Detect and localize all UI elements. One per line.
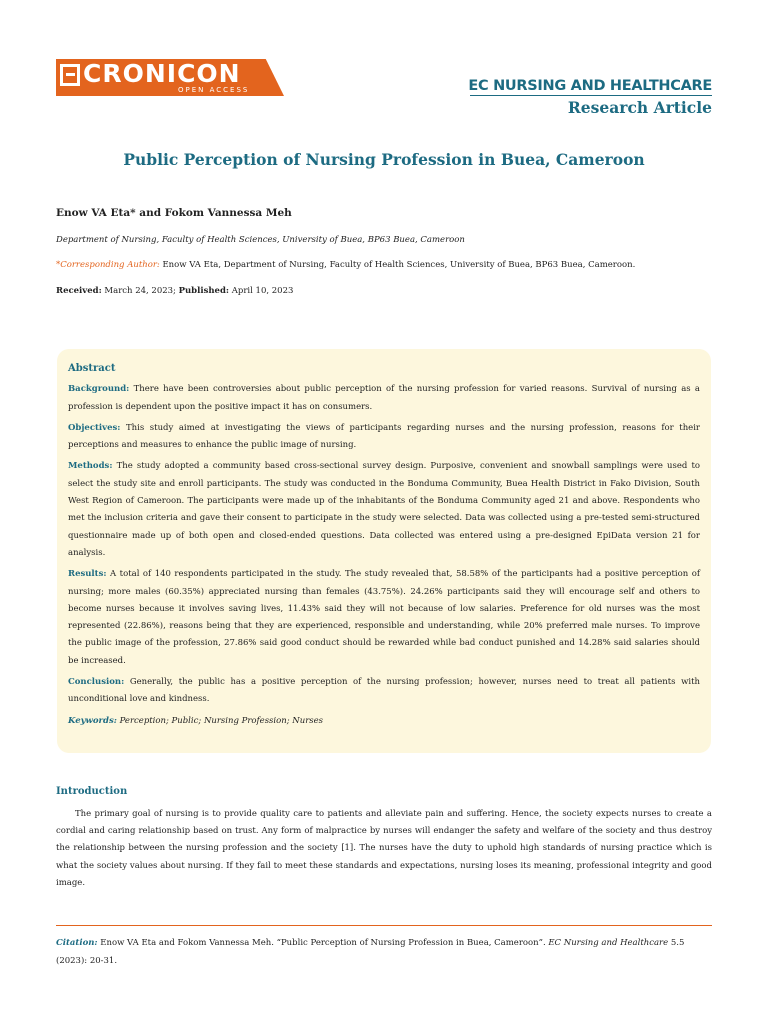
- published-label: Published:: [178, 286, 230, 296]
- abstract-background: [68, 381, 700, 416]
- publication-dates: [56, 286, 293, 296]
- conclusion-text: Generally, the public has a positive perception of the nursing profession; however, nurses need to treat all patients with unconditional love and kindness.: [68, 677, 700, 705]
- corresponding-author-text: Enow VA Eta, Department of Nursing, Faculty of Health Sciences, University of Buea, BP63 Buea, Cameroon.: [159, 260, 636, 270]
- introduction-paragraph: The primary goal of nursing is to provide quality care to patients and alleviate pain and suffering. Hence, the society expects nurses to create a cordial and caring relationship based on trust. Any form of malpractice by nurses will endanger the safety and welfare of the society and thus destroy the relationship between the nursing profession and the society [1]. The nurses have the duty to uphold high standards of nursing practice which is what the society values about nursing. If they fail to meet these standards and expectations, nursing loses its meaning, professional integrity and good image.: [56, 809, 712, 888]
- authors: Enow VA Eta* and Fokom Vannessa Meh: [56, 207, 292, 219]
- citation: [56, 934, 712, 970]
- background-text: There have been controversies about public perception of the nursing profession for varied reasons. Survival of nursing as a profession is dependent upon the positive impact it has on consumers.: [68, 384, 700, 412]
- citation-tail: 5.5 (2023): 20-31.: [56, 938, 685, 966]
- results-label: Results:: [68, 569, 107, 580]
- background-label: Background:: [68, 384, 130, 395]
- citation-text: Enow VA Eta and Fokom Vannessa Meh. “Public Perception of Nursing Profession in Buea, Cameroon”.: [97, 938, 549, 948]
- publisher-logo: [56, 59, 284, 96]
- abstract-objectives: [68, 420, 700, 455]
- journal-name: EC NURSING AND HEALTHCARE: [468, 78, 712, 94]
- objectives-text: This study aimed at investigating the views of participants regarding nurses and the nursing profession, reasons for their perceptions and measures to enhance the public image of nursing.: [68, 422, 700, 451]
- objectives-label: Objectives:: [68, 422, 121, 433]
- keywords-label: Keywords:: [68, 715, 117, 726]
- logo-e-icon: [60, 64, 80, 86]
- conclusion-label: Conclusion:: [68, 677, 125, 688]
- received-date: March 24, 2023;: [101, 286, 179, 296]
- received-label: Received:: [56, 286, 102, 296]
- methods-text: The study adopted a community based cross-sectional survey design. Purposive, convenient and snowball samplings were used to select the study site and enroll participants. The study was conducted in the Bonduma Community, Buea Health District in Fako Division, South West Region of Cameroon. The participants were made up of the inhabitants of the Bonduma Community aged 21 and above. Respondents who met the inclusion criteria and gave their consent to participate in the study were selected. Data was collected using a pre-tested semi-structured questionnaire made up of both open and closed-ended questions. Data collected was entered using a pre-designed EpiData version 21 for analysis.: [68, 461, 700, 558]
- keywords-text: Perception; Public; Nursing Profession; Nurses: [116, 715, 324, 726]
- abstract-keywords: [68, 713, 700, 730]
- logo-text: CRONICON: [83, 59, 241, 88]
- affiliation: Department of Nursing, Faculty of Health Sciences, University of Buea, BP63 Buea, Cameroon: [56, 235, 465, 245]
- footer-divider: [56, 925, 712, 926]
- methods-label: Methods:: [68, 461, 113, 472]
- logo-subtitle: OPEN ACCESS: [178, 86, 250, 94]
- citation-journal: EC Nursing and Healthcare: [548, 938, 669, 948]
- abstract-methods: [68, 458, 700, 562]
- citation-label: Citation:: [56, 938, 98, 948]
- corresponding-author: [56, 260, 635, 270]
- abstract-heading: Abstract: [68, 363, 116, 374]
- journal-underline: [470, 95, 712, 96]
- introduction-heading: Introduction: [56, 786, 128, 797]
- results-text: A total of 140 respondents participated in the study. The study revealed that, 58.58% of the participants had a positive perception of nursing; more males (60.35%) appreciated nursing than females (43.75%). 24.26% participants said they will encourage self and others to become nurses because it involves saving lives, 11.43% said they will not because of low salaries. Preference for old nurses was the most represented (22.86%), reasons being that they are experienced, responsible and understanding, while 20% preferred male nurses. To improve the public image of the profession, 27.86% said good conduct should be rewarded while bad conduct punished and 14.28% said salaries should be increased.: [68, 569, 700, 666]
- published-date: April 10, 2023: [229, 286, 294, 296]
- abstract-box: [57, 349, 711, 753]
- abstract-conclusion: [68, 674, 700, 709]
- corresponding-author-label: *Corresponding Author:: [56, 260, 160, 270]
- abstract-results: [68, 566, 700, 670]
- paper-title: Public Perception of Nursing Profession in Buea, Cameroon: [123, 150, 645, 169]
- article-type: Research Article: [567, 98, 712, 117]
